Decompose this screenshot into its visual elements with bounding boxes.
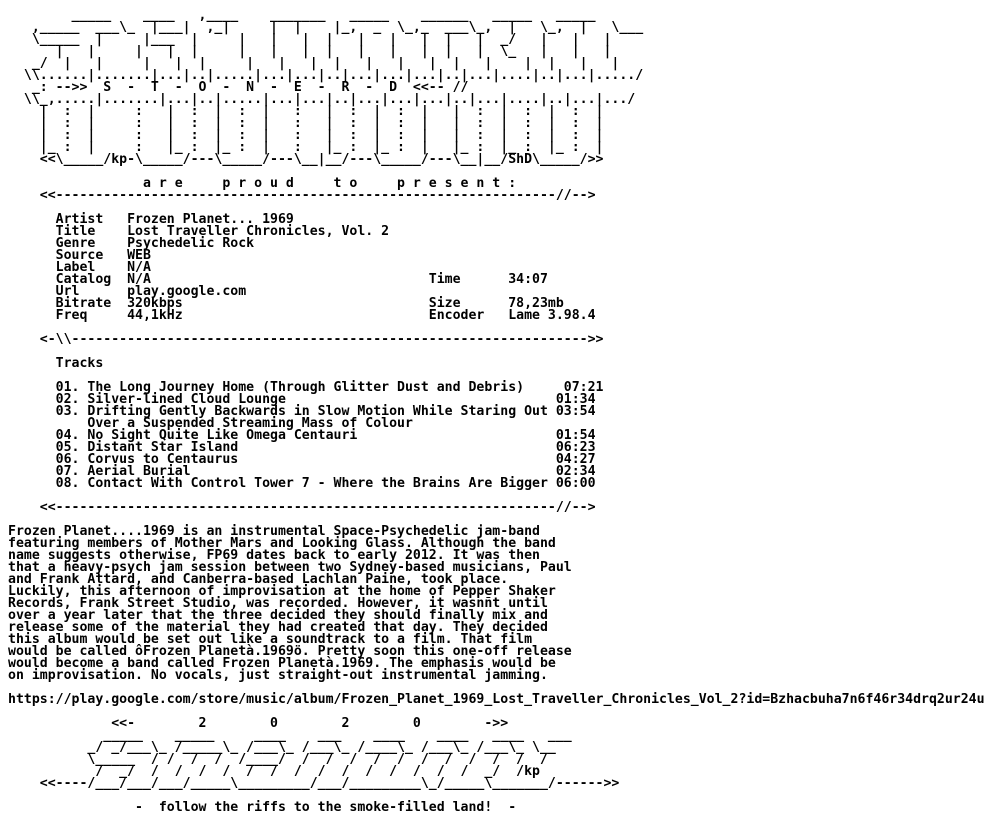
nfo-line: \_____ | |___ | | | | | | | | | | _/ | | | <box>8 32 612 47</box>
nfo-line: Tracks <box>8 356 104 371</box>
nfo-line: <-\\----------------------------------------------------------------->> <box>8 332 604 347</box>
nfo-line: a r e p r o u d t o p r e s e n t : <box>8 176 517 191</box>
nfo-line: | : | : | : | : | : | : | : | | : | : | : | <box>8 104 604 119</box>
nfo-line: 08. Contact With Control Tower 7 - Where the Brains Are Bigger 06:00 <box>8 476 596 491</box>
nfo-line: | : | : | : | : | : | : | : | | : | : | : | <box>8 116 604 131</box>
nfo-line: Title Lost Traveller Chronicles, Vol. 2 <box>8 224 390 239</box>
nfo-line: that a heavy-psych jam session between two Sydney-based musicians, Paul <box>8 560 572 575</box>
nfo-line: would become a band called Frozen Planetà.1969. The emphasis would be <box>8 656 556 671</box>
nfo-line: Label N/A <box>8 260 151 275</box>
nfo-line: 07. Aerial Burial 02:34 <box>8 464 596 479</box>
nfo-line: <<---------------------------------------------------------------//--> <box>8 188 596 203</box>
nfo-line: Artist Frozen Planet... 1969 <box>8 212 294 227</box>
nfo-line: Url play.google.com <box>8 284 247 299</box>
nfo-document <box>8 10 985 814</box>
nfo-line: _____ ____ ,____ _______ _____ ______ _____ _____ <box>8 8 596 23</box>
nfo-line: <<- 2 0 2 0 ->> <box>8 716 509 731</box>
nfo-line: 05. Distant Star Island 06:23 <box>8 440 596 455</box>
nfo-line: 03. Drifting Gently Backwards in Slow Motion While Staring Out 03:54 <box>8 404 596 419</box>
nfo-line: _____ _____ ____ ___ ____ ____ ____ ___ <box>8 728 572 743</box>
nfo-line: 04. No Sight Quite Like Omega Centauri 01:54 <box>8 428 596 443</box>
nfo-line: 06. Corvus to Centaurus 04:27 <box>8 452 596 467</box>
nfo-line: <<----/___/___/___/_____\_________/___/_________\_/_____\_______/------>> <box>8 776 620 791</box>
nfo-line: 02. Silver-lined Cloud Lounge 01:34 <box>8 392 596 407</box>
nfo-line: _/ | | | | | | | | | | | | | | | | | | <box>8 56 620 71</box>
nfo-line: / _/ / / / / / / / / / / / / / / _/ /kp <box>8 764 540 779</box>
nfo-line: ,_____ ___\_ |___| ,_| | | |_, _ \_,_ ___\_, | \_, | \___ <box>8 20 644 35</box>
nfo-line: Over a Suspended Streaming Mass of Colour <box>8 416 413 431</box>
nfo-line: over a year later that the three decided they should finally mix and <box>8 608 548 623</box>
nfo-line: _/ _/___\_ /_____\_ /___\_ /___\_ /____\_ /___\_ /___\_ \__ <box>8 740 556 755</box>
nfo-line: \\......|.......|...|..|.....|...|...|..|...|...|...|..|...|....|..|...|...../ <box>8 68 644 83</box>
nfo-line: Catalog N/A Time 34:07 <box>8 272 548 287</box>
nfo-line: this album would be set out like a soundtrack to a film. That film <box>8 632 533 647</box>
nfo-line: \\_,.....|.......|...|..|.....|...|...|..|...|...|...|..|...|....|..|...|.../ <box>8 92 636 107</box>
nfo-line: <<---------------------------------------------------------------//--> <box>8 500 596 515</box>
nfo-line: \_____ / / / / /____/ / / / / / / / / / / / <box>8 752 548 767</box>
nfo-line: name suggests otherwise, FP69 dates back to early 2012. It was then <box>8 548 540 563</box>
nfo-line: - follow the riffs to the smoke-filled land! - <box>8 800 517 815</box>
nfo-line: Frozen Planet....1969 is an instrumental Space-Psychedelic jam-band <box>8 524 540 539</box>
nfo-line: release some of the material they had created that day. They decided <box>8 620 548 635</box>
nfo-line: _: -->> S - T - O - N - E - R - D <<-- // <box>8 80 469 95</box>
nfo-line: featuring members of Mother Mars and Looking Glass. Although the band <box>8 536 556 551</box>
nfo-line: Bitrate 320kbps Size 78,23mb <box>8 296 564 311</box>
nfo-line: Records, Frank Street Studio, was recorded. However, it wasnñt until <box>8 596 548 611</box>
nfo-line: Source WEB <box>8 248 151 263</box>
nfo-line: <<\_____/kp-\_____/---\_____/---\__|__/---\_____/---\__|__/ShD\_____/>> <box>8 152 604 167</box>
nfo-line: | | | | | | | | | | | | | | \_ | | | <box>8 44 612 59</box>
nfo-line: |_ : | : |_ : |_ : | : |_ : |_ : | |_ : |_ : |_ : | <box>8 140 604 155</box>
nfo-line: 01. The Long Journey Home (Through Glitter Dust and Debris) 07:21 <box>8 380 604 395</box>
nfo-line: Genre Psychedelic Rock <box>8 236 255 251</box>
nfo-line: | : | : | : | : | : | : | : | | : | : | : | <box>8 128 604 143</box>
nfo-line: https://play.google.com/store/music/album/Frozen_Planet_1969_Lost_Traveller_Chronicles_Vol_2?id=Bzhacbuha7n6f46r34drq2ur24u <box>8 692 985 707</box>
nfo-line: Freq 44,1kHz Encoder Lame 3.98.4 <box>8 308 596 323</box>
nfo-line: Luckily, this afternoon of improvisation at the home of Pepper Shaker <box>8 584 556 599</box>
nfo-line: and Frank Attard, and Canberra-based Lachlan Paine, took place. <box>8 572 509 587</box>
nfo-line: on improvisation. No vocals, just straight-out instrumental jamming. <box>8 668 548 683</box>
nfo-line: would be called ôFrozen Planetà.1969ö. Pretty soon this one-off release <box>8 644 572 659</box>
